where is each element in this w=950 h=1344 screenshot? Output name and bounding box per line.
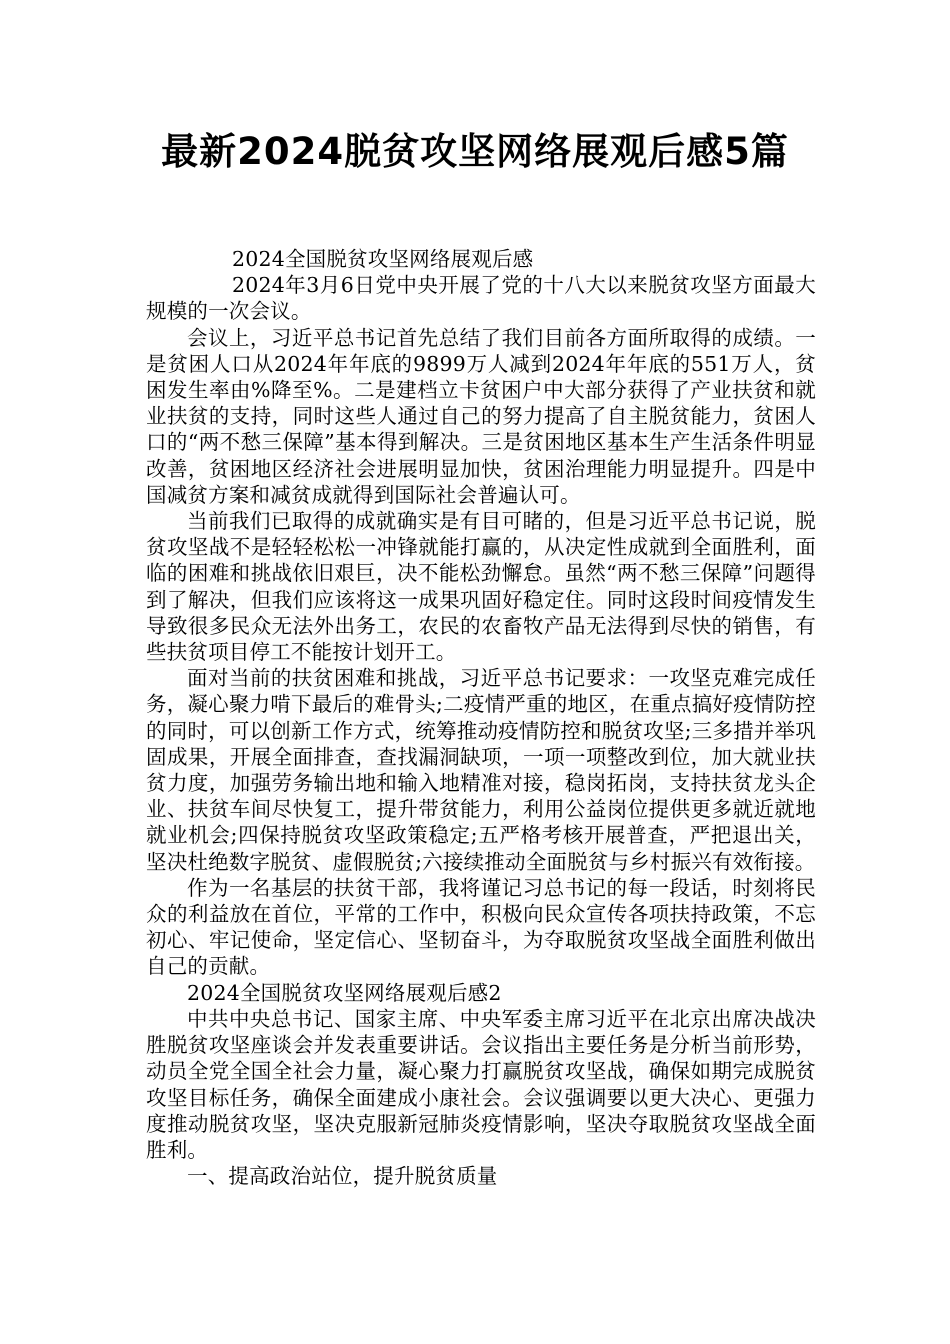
paragraph: 当前我们已取得的成就确实是有目可睹的，但是习近平总书记说，脱贫攻坚战不是轻轻松松一冲锋就能打赢的，从决定性成就到全面胜利，面临的困难和挑战依旧艰巨，决不能松劲懈怠。虽然“两不愁三保障”问题得到了解决，但我们应该将这一成果巩固好稳定住。同时这段时间疫情发生导致很多民众无法外出务工，农民的农畜牧产品无法得到尽快的销售，有些扶贫项目停工不能按计划开工。 [146,509,816,665]
paragraph: 2024年3月6日党中央开展了党的十八大以来脱贫攻坚方面最大规模的一次会议。 [146,273,816,324]
paragraph: 会议上，习近平总书记首先总结了我们目前各方面所取得的成绩。一是贫困人口从2024年年底的9899万人减到2024年年底的551万人，贫困发生率由%降至%。二是建档立卡贫困户中大部分获得了产业扶贫和就业扶贫的支持，同时这些人通过自己的努力提高了自主脱贫能力，贫困人口的“两不愁三保障”基本得到解决。三是贫困地区基本生产生活条件明显改善，贫困地区经济社会进展明显加快，贫困治理能力明显提升。四是中国减贫方案和减贫成就得到国际社会普遍认可。 [146,325,816,507]
document-body [146,246,816,1189]
paragraph: 作为一名基层的扶贫干部，我将谨记习总书记的每一段话，时刻将民众的利益放在首位，平常的工作中，积极向民众宣传各项扶持政策，不忘初心、牢记使命，坚定信心、坚韧奋斗，为夺取脱贫攻坚战全面胜利做出自己的贡献。 [146,875,816,979]
section-heading: 2024全国脱贫攻坚网络展观后感2 [187,980,502,1005]
section-heading: 2024全国脱贫攻坚网络展观后感 [232,247,534,271]
paragraph: 中共中央总书记、国家主席、中央军委主席习近平在北京出席决战决胜脱贫攻坚座谈会并发表重要讲话。会议指出主要任务是分析当前形势，动员全党全国全社会力量，凝心聚力打赢脱贫攻坚战，确保如期完成脱贫攻坚目标任务，确保全面建成小康社会。会议强调要以更大决心、更强力度推动脱贫攻坚，坚决克服新冠肺炎疫情影响，坚决夺取脱贫攻坚战全面胜利。 [146,1006,816,1162]
subsection-heading: 一、提高政治站位，提升脱贫质量 [187,1164,498,1189]
paragraph: 面对当前的扶贫困难和挑战，习近平总书记要求：一攻坚克难完成任务，凝心聚力啃下最后的难骨头;二疫情严重的地区，在重点搞好疫情防控的同时，可以创新工作方式，统筹推动疫情防控和脱贫攻坚;三多措并举巩固成果，开展全面排查，查找漏洞缺项，一项一项整改到位，加大就业扶贫力度，加强劳务输出地和输入地精准对接，稳岗拓岗，支持扶贫龙头企业、扶贫车间尽快复工，提升带贫能力，利用公益岗位提供更多就近就地就业机会;四保持脱贫攻坚政策稳定;五严格考核开展普查，严把退出关，坚决杜绝数字脱贫、虚假脱贫;六接续推动全面脱贫与乡村振兴有效衔接。 [146,666,816,874]
document-title: 最新2024脱贫攻坚网络展观后感5篇 [161,130,789,173]
